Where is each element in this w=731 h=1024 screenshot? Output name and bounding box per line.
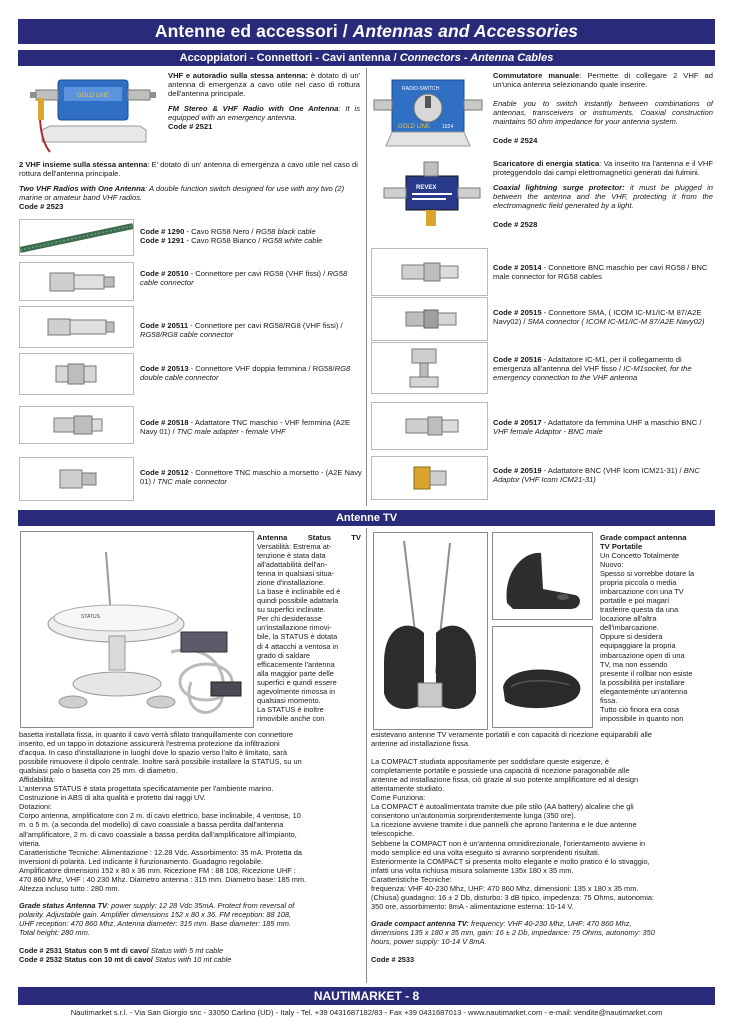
column-divider-tv — [366, 528, 367, 983]
device-num-2524: 1524 — [442, 124, 454, 130]
product-text-2523: 2 VHF insieme sulla stessa antenna: E' dotato di un' antenna di emergenza a cavo utile nel caso di rottura dell'antenna principale. Two VHF Radios with One Antenna: A double function switch designed for use with any two (2) marine or amateur band VHF radios. Code # 2523 — [19, 160, 358, 212]
product-image-2528 — [376, 158, 486, 230]
product-text-20519: Code # 20519 - Adattatore BNC (VHF Icom ICM21-31) / BNC Adaptor (VHF Icom ICM21-31) — [493, 466, 700, 485]
status-antenna-title: Antenna Status TV — [257, 533, 361, 542]
product-image-2533-side — [492, 532, 593, 620]
column-divider — [366, 68, 367, 506]
product-text-2521: VHF e autoradio sulla stessa antenna: è dotato di un' antenna di emergenza a cavo utile nel caso di rottura dell'antenna principale. FM Stereo & VHF Radio with One Antenna: It is equipped with an emergency antenna. Code # 2521 — [168, 71, 360, 132]
product-image-20511 — [19, 306, 134, 348]
product-text-2528: Scaricatore di energia statica: Va inserito tra l'antenna e il VHF proteggendolo dai campi elettromagnetici generati dai fulmini. Coaxial lightning surge protector: it must be plugged in between the antenna and the VHF, protecting it from the electromagnetic field generated by a light. Code # 2528 — [493, 159, 713, 230]
product-image-20518 — [19, 406, 134, 444]
svg-text:STATUS: STATUS — [81, 614, 100, 620]
status-antenna-body: basetta installata fissa, in quanto il cavo verrà sfilato tranquillamente con connettore inserito, ed un tappo in dotazione assicurerà l'estrema protezione da infiltrazioni d'acqua. In caso d'installazione in luoghi dove lo spazio verso l'alto è limitato, sarà possibile rimuovere il dipolo centrale. Inoltre sarà possibile installare la STATUS, su un qualsiasi palo o basetta con 25 mm. di diametro. Affidabilità: L'antenna STATUS è stata progettata specificatamente per l'ambiente marino. Costruzione in ABS di alta qualità e protetto dai raggi UV. Dotazioni: Corpo antenna, amplificatore con 2 m. di cavo elettrico, base inclinabile, 4 ventose, 10 m. o 5 m. (a seconda del modello) di cavo coassiale a bassa perdita dall'antenna all'amplificatore, 2 m. di cavo coassiale a bassa perdita dall'amplificatore all'impianto, viteria. Caratteristiche Tecniche: Alimentazione : 12.28 Vdc. Assorbimento: 35 mA. Protetta da inversioni di polarità. Led indicante il funzionamento. Guadagno regolabile. Amplificatore dimensioni 152 x 80 x 36 mm. Ricezione FM : 88 108, Ricezione UHF : 470 860 Mhz, VHF : 40 230 Mhz. Diametro antenna : 315 mm. Diametro base: 185 mm. Altezza incluso tutto : 280 mm. Grade status Antenna TV: power supply: 12 28 Vdc 35mA. Protect from reversal of polarity. Adjustable gain. Amplifier dimensions 152 x 80 x 36. FM reception: 88 108, UHF reception: 470 860 Mhz, Antenna diameter: 315 mm. Base diameter: 185 mm. Total height: 280 mm. Code # 2531 Status con 5 mt di cavo/ Status with 5 mt cable Code # 2532 Status con 10 mt di cavo/ Status with 10 mt cable — [19, 730, 307, 965]
device-label-2524: RADIO-SWITCH — [402, 86, 440, 92]
product-image-20515 — [371, 297, 488, 341]
product-text-20510: Code # 20510 - Connettore per cavi RG58 (VHF fissi) / RG58 cable connector — [140, 269, 348, 288]
product-text-2524: Commutatore manuale: Permette di collegare 2 VHF ad un'unica antenna selezionando quale inserire. Enable you to switch instantly between combinations of antennas, transceivers or instruments. Coaxial construction maintains 50 ohm impedance for your antenna system. Code # 2524 — [493, 71, 713, 146]
product-image-2533-open — [373, 532, 488, 730]
product-image-20513 — [19, 353, 134, 395]
product-image-20516 — [371, 342, 488, 394]
product-text-20514: Code # 20514 - Connettore BNC maschio per cavi RG58 / BNC male connector for RG58 cables — [493, 263, 708, 282]
product-image-20517 — [371, 402, 488, 450]
section-title-connectors: Accoppiatori - Connettori - Cavi antenna / Connectors - Antenna Cables — [18, 50, 715, 66]
product-image-20519 — [371, 456, 488, 500]
product-text-20511: Code # 20511 - Connettore per cavi RG58/RG8 (VHF fissi) / RG58/RG8 cable connector — [140, 321, 343, 340]
product-text-20516: Code # 20516 - Adattatore IC-M1, per il collegamento di emergenza all'antenna del VHF fisso / IC-M1socket, for the emergency connection to the VHF antenna — [493, 355, 692, 383]
compact-antenna-title: Grade compact antenna TV Portatile — [600, 533, 687, 552]
product-text-20515: Code # 20515 - Connettore SMA, ( ICOM IC-M1/IC-M 87/A2E Navy02) / SMA connector ( ICOM IC-M1/IC-M 87/A2E Navy02) — [493, 308, 705, 327]
product-image-20514 — [371, 248, 488, 296]
company-address: Nautimarket s.r.l. - Via San Giorgio snc - 33050 Carlino (UD) - Italy - Tel. +39 0431687182/83 - Fax +39 0431687013 - www.nautimarket.com - e-mail: vendite@nautimarket.com — [70, 1008, 663, 1017]
product-text-20518: Code # 20518 - Adattatore TNC maschio - VHF femmina (A2E Navy 01) / TNC male adapter - female VHF — [140, 418, 351, 437]
product-text-20512: Code # 20512 - Connettore TNC maschio a morsetto - (A2E Navy 01) / TNC male connector — [140, 468, 362, 487]
device-brand-2524: GOLD LINE — [398, 124, 431, 130]
product-image-1290 — [19, 219, 134, 256]
page-number-banner: NAUTIMARKET - 8 — [18, 987, 715, 1005]
product-image-2521 — [20, 70, 160, 154]
compact-antenna-body: esistevano antenne TV veramente portatili e con capacità di ricezione equiparabili alle antenne ad installazione fissa. La COMPACT studiata appositamente per soddisfare queste esigenze, è completamente portatile e possiede una capacità di ricezione paragonabile alle antenne ad installazione fissa, ciò grazie al suo potente amplificatore ed al design attentamente studiato. Come Funziona: La COMPACT è autoalimentata tramite due pile stilo (AA battery) alcaline che gli consentono un'autonomia sorprendentemente lunga (350 ore). La ricezione avviene tramite i due pannelli che aprono l'antenna e le due antenne telescopiche. Sebbene la COMPACT non è un'antenna omnidirezionale, l'orientamento avviene in modo semplice ed una volta eseguito si avranno sorprendenti risultati. Esteriormente la COMPACT si presenta molto elegante e molto pratico é lo stivaggio, infatti una volta richiusa misura solamente 135x 180 x 35 mm. Caratteristiche Tecniche: frequenza: VHF 40-230 Mhz, UHF: 470 860 Mhz, dimensioni: 135 x 180 x 35 mm. (Chiusa) guadagno: 16 ± 2 Db, disturbo: 3 dB tipico, impedenza: 75 Ohms, autonomia: 350 ore, assorbimento: 8mA - alimentazione esterna: 10-14 V. Grade compact antenna TV: frequency: VHF 40-230 Mhz, UHF: 470 860 Mhz, dimensions 135 x 180 x 35 mm, gain: 16 ± 2 Db, impedance: 75 Ohms, autonomy: 350 hours, power supply: 10-14 V 8mA. Code # 2533 — [371, 730, 655, 965]
product-image-2533-closed — [492, 626, 593, 728]
status-antenna-column-text: Versatilità: Estrema at- tenzione è stata data all'adattabilità dell'an- tenna in qualsiasi situa- zione d'installazione. La base è inclinabile ed è quindi possibile adattarla su superfici inclinate. Per chi desiderasse un'installazione rimovi- bile, la STATUS è dotata di 4 attacchi a ventosa in grado di saldare efficacemente l'antenna alla maggior parte delle superfici e quindi essere agevolmente rimossa in qualsiasi momento. La STATUS è inoltre rimovibile anche con — [257, 542, 341, 723]
device-label-2521: GOLD LINE — [76, 93, 110, 99]
product-image-2524 — [372, 70, 484, 150]
page-title: Antenne ed accessori / Antennas and Accessories — [18, 19, 715, 44]
device-brand-2528: REVEX — [416, 185, 437, 191]
product-image-20510 — [19, 262, 134, 301]
product-image-2531 — [20, 531, 254, 728]
product-text-20513: Code # 20513 - Connettore VHF doppia femmina / RG58/RG8 double cable connector — [140, 364, 351, 383]
product-image-20512 — [19, 457, 134, 501]
product-text-20517: Code # 20517 - Adattatore da femmina UHF a maschio BNC / VHF female Adaptor - BNC male — [493, 418, 702, 437]
compact-antenna-column-text: Un Concetto Totalmente Nuovo: Spesso si vorrebbe dotare la propria piccola o media imbarcazione con una TV portatile e poi magari trasferire questa da una locazione all'altra dell'imbarcazione. Oppure si desidera equipaggiare la propria imbarcazione open di una TV, ma non essendo presente il rollbar non esiste la possibilità per installare eleganteménte un'antenna fissa. Tutto ciò finora era cosa impossibile in quanto non — [600, 551, 695, 723]
section-title-tv-antennas: Antenne TV — [18, 510, 715, 526]
product-text-1290-1291: Code # 1290 - Cavo RG58 Nero / RG58 black cable Code # 1291 - Cavo RG58 Bianco / RG58 white cable — [140, 227, 323, 246]
